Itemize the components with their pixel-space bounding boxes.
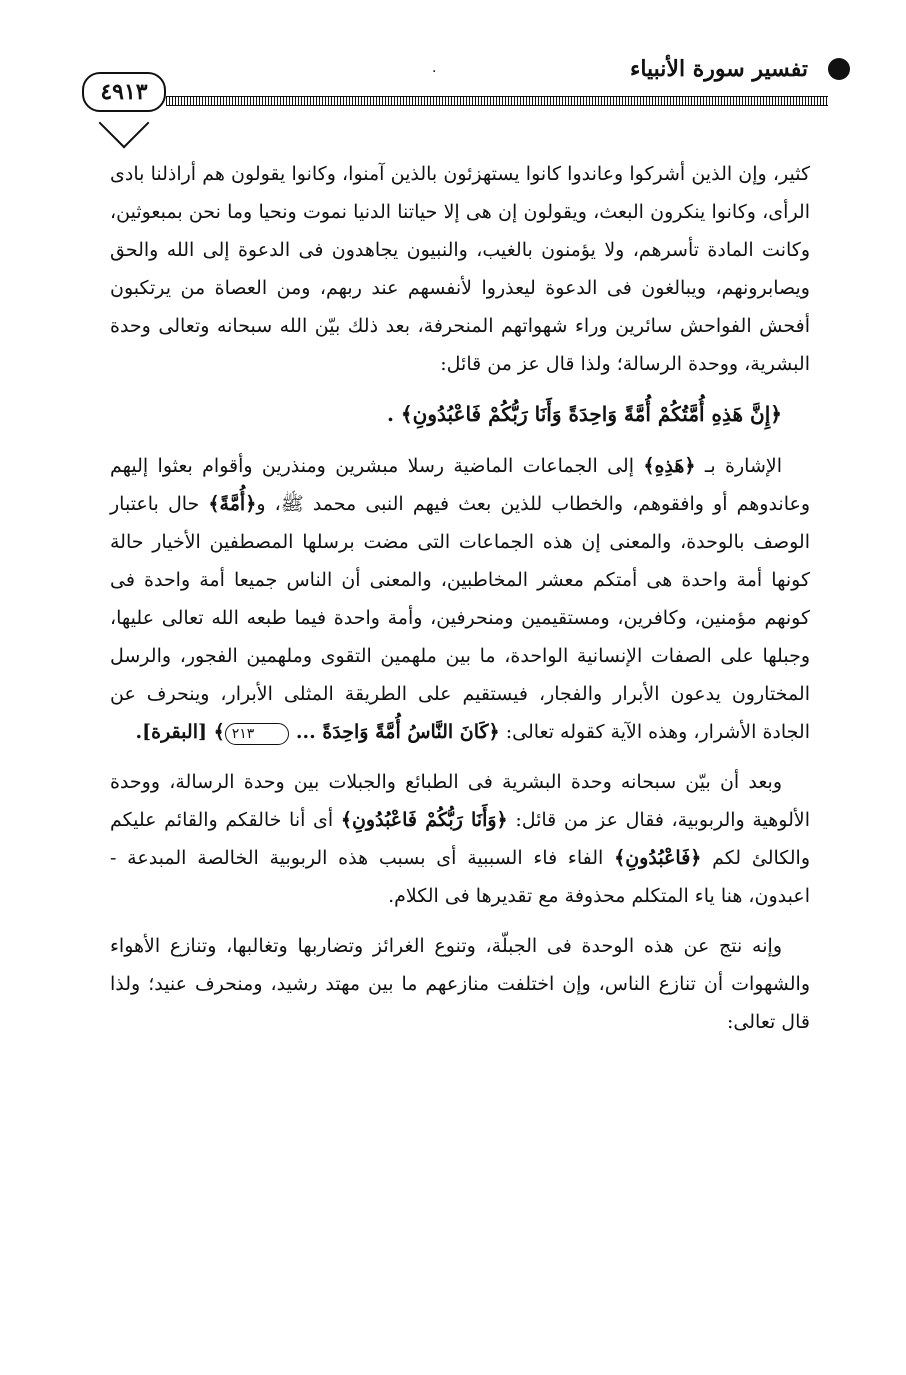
text-segment: وبعد أن بيّن سبحانه وحدة البشرية فى الطبائع والجبلات بين وحدة الرسالة، ووحدة الألوهية والربوبية، فقال عز من قائل: (110, 771, 811, 831)
page-header (80, 50, 850, 150)
page-number: ٤٩١٣ (82, 72, 166, 112)
quran-quote-end: ﴾ (213, 721, 225, 743)
title-ornament-icon (828, 58, 850, 80)
paragraph-3 (110, 763, 810, 915)
text-segment: الفاء فاء السببية أى بسبب هذه الربوبية الخالصة المبدعة - اعبدون، هنا ياء المتكلم محذوفة مع تقديرها فى الكلام. (110, 847, 810, 907)
header-rule (166, 96, 828, 106)
paragraph-2 (110, 447, 810, 751)
text-segment: الإشارة بـ (695, 455, 783, 477)
quran-verse: ﴿إِنَّ هَذِهِ أُمَّتُكُمْ أُمَّةً وَاحِدَةً وَأَنَا رَبُّكُمْ فَاعْبُدُونِ﴾ . (387, 402, 782, 426)
verse-number-badge: ٢١٣ (225, 723, 290, 745)
text-segment: حال باعتبار الوصف بالوحدة، والمعنى إن هذه الجماعات التى مضت برسلها المصطفين الأخيار حالة كونها أمة واحدة هى أمتكم معشر المخاطبين، والمعنى أن الناس جميعا أمة واحدة فى كونهم مؤمنين، وكافرين، ومستقيمين ومنحرفين، وأمة واحدة فيما طبعه الله تعالى عليها، وجبلها على الصفات الإنسانية الواحدة، ما بين ملهمين التقوى وملهمين الفجور، والرسل المختارون يدعون الأبرار والفجار، فيستقيم على الطريقة المثلى الأبرار، وينحرف عن الجادة الأشرار، وهذه الآية كقوله تعالى: (110, 493, 810, 743)
running-title: تفسير سورة الأنبياء (629, 56, 808, 82)
text-segment: أى أنا خالقكم والقائم عليكم والكالئ لكم (110, 809, 811, 869)
quran-quote: ﴿وَأَنَا رَبُّكُمْ فَاعْبُدُونِ﴾ (340, 809, 508, 831)
paragraph-4: وإنه نتج عن هذه الوحدة فى الجبلّة، وتنوع الغرائز وتضاربها وتغالبها، وتنازع الأهواء والشهوات أن تنازع الناس، وإن اختلفت منازعهم ما بين مهتد رشيد، ومنحرف عنيد؛ ولذا قال تعالى: (110, 935, 810, 1033)
quran-quote: ﴿هَذِهِ﴾ (643, 455, 696, 477)
quran-quote: ﴿فَاعْبُدُونِ﴾ (614, 847, 702, 869)
page-body (110, 155, 810, 1053)
quran-quote: ﴿أُمَّةً﴾ (208, 493, 257, 515)
dot-mark: . (432, 60, 437, 76)
surah-reference: [البقرة]. (135, 721, 214, 743)
quran-quote: ﴿كَانَ النَّاسُ أُمَّةً وَاحِدَةً ... (289, 721, 500, 743)
text-segment: إلى الجماعات الماضية رسلا مبشرين ومنذرين وأقوام بعثوا إليهم وعاندوهم أو وافقوهم، والخطاب للذين بعث فيهم النبى محمد ﷺ، و (110, 455, 811, 515)
paragraph-1: كثير، وإن الذين أشركوا وعاندوا كانوا يستهزئون بالذين آمنوا، وكانوا يقولون هم أراذلنا بادى الرأى، وكانوا ينكرون البعث، ويقولون إن هى إلا حياتنا الدنيا نموت ونحيا وما نحن بمبعوثين، وكانت المادة تأسرهم، ولا يؤمنون بالغيب، والنبيون يجاهدون فى الدعوة إلى الله والحق ويصابرونهم، ويبالغون فى الدعوة ليعذروا لأنفسهم عند ربهم، ومن العصاة من يرتكبون أفحش الفواحش سائرين وراء شهواتهم المنحرفة، بعد ذلك بيّن الله سبحانه وتعالى وحدة البشرية، ووحدة الرسالة؛ ولذا قال عز من قائل: (110, 163, 810, 375)
